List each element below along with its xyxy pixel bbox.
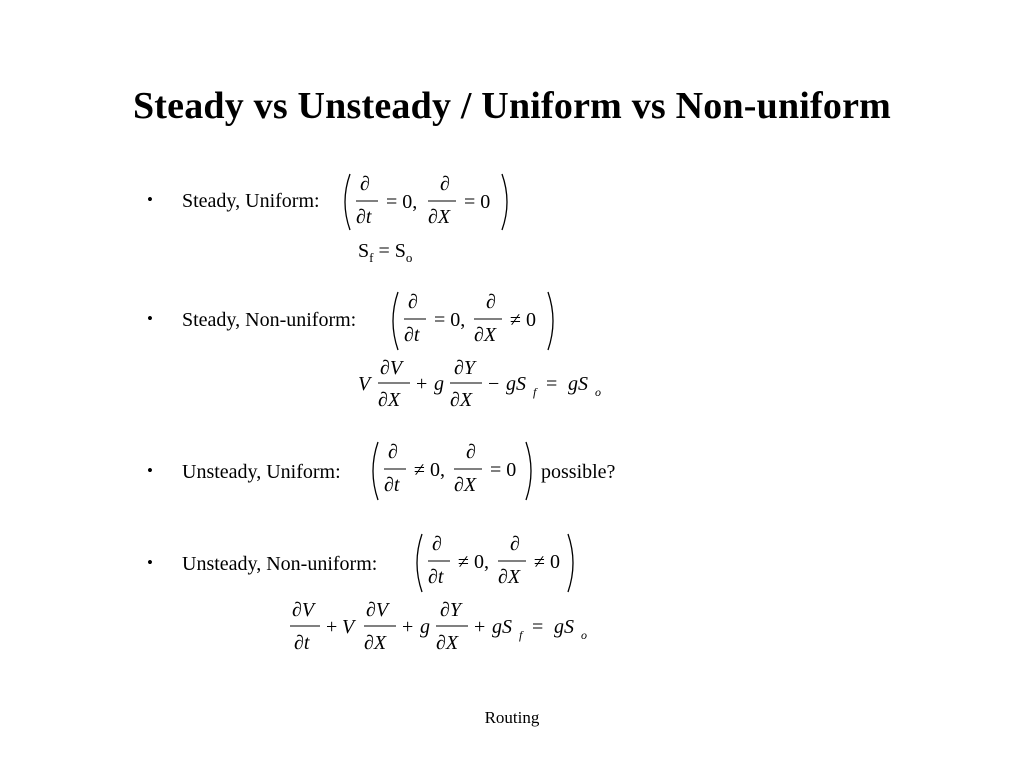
svg-text:∂X: ∂X <box>474 324 497 346</box>
svg-text:∂t: ∂t <box>404 324 420 346</box>
bullet-marker: • <box>147 553 153 572</box>
svg-text:=: = <box>546 373 558 395</box>
svg-text:∂V: ∂V <box>380 357 403 379</box>
bullet-marker: • <box>147 461 153 480</box>
equals-sign: = <box>378 240 390 262</box>
possible-question-note: possible? <box>541 461 616 483</box>
svg-text:∂: ∂ <box>432 533 442 555</box>
friction-slope-symbol: S <box>358 240 370 262</box>
svg-text:o: o <box>581 628 587 642</box>
svg-text:∂t: ∂t <box>428 566 444 588</box>
svg-text:∂: ∂ <box>408 291 418 313</box>
bullet-steady-nonuniform-label: Steady, Non-uniform: <box>182 309 357 331</box>
svg-text:∂t: ∂t <box>384 474 400 496</box>
svg-text:gS: gS <box>492 616 512 638</box>
svg-text:∂Y: ∂Y <box>440 599 462 621</box>
svg-text:= 0: = 0 <box>464 191 491 213</box>
bullet-marker: • <box>147 190 153 209</box>
svg-text:V: V <box>342 616 355 638</box>
svg-text:∂X: ∂X <box>450 389 473 411</box>
bullet-unsteady-uniform-label: Unsteady, Uniform: <box>182 461 341 483</box>
svg-text:∂X: ∂X <box>364 632 387 654</box>
svg-text:∂X: ∂X <box>436 632 459 654</box>
svg-text:∂t: ∂t <box>356 206 372 228</box>
svg-text:∂X: ∂X <box>498 566 521 588</box>
slide-footer: Routing <box>484 708 540 727</box>
svg-text:= 0,: = 0, <box>434 309 466 331</box>
svg-text:gS: gS <box>554 616 574 638</box>
svg-text:∂X: ∂X <box>378 389 401 411</box>
svg-text:≠ 0,: ≠ 0, <box>458 551 489 573</box>
bed-slope-subscript: o <box>405 250 413 265</box>
svg-text:∂t: ∂t <box>294 632 310 654</box>
svg-text:V: V <box>358 373 371 395</box>
svg-text:≠ 0: ≠ 0 <box>510 309 536 331</box>
svg-text:f: f <box>533 385 537 399</box>
svg-text:+: + <box>402 616 414 638</box>
steady-uniform-condition-equation <box>338 168 528 236</box>
svg-text:+: + <box>326 616 338 638</box>
svg-text:∂X: ∂X <box>454 474 477 496</box>
svg-text:∂: ∂ <box>388 441 398 463</box>
svg-text:∂X: ∂X <box>428 206 451 228</box>
svg-text:= 0: = 0 <box>490 459 517 481</box>
svg-text:∂: ∂ <box>360 173 370 195</box>
svg-text:∂: ∂ <box>486 291 496 313</box>
svg-text:f: f <box>519 628 523 642</box>
steady-uniform-result <box>358 240 412 266</box>
svg-text:−: − <box>488 373 500 395</box>
svg-text:g: g <box>420 616 430 638</box>
svg-text:∂V: ∂V <box>366 599 389 621</box>
bullet-unsteady-nonuniform-label: Unsteady, Non-uniform: <box>182 553 378 575</box>
svg-text:+: + <box>416 373 428 395</box>
steady-nonuniform-momentum-equation <box>350 356 620 416</box>
svg-text:∂: ∂ <box>510 533 520 555</box>
unsteady-nonuniform-momentum-equation <box>286 598 606 660</box>
svg-text:=: = <box>532 616 544 638</box>
svg-text:∂: ∂ <box>466 441 476 463</box>
svg-text:gS: gS <box>506 373 526 395</box>
steady-nonuniform-condition-equation <box>386 288 566 354</box>
svg-text:∂Y: ∂Y <box>454 357 476 379</box>
svg-text:≠ 0,: ≠ 0, <box>414 459 445 481</box>
svg-text:∂V: ∂V <box>292 599 315 621</box>
friction-slope-subscript: f <box>369 250 374 265</box>
svg-text:gS: gS <box>568 373 588 395</box>
unsteady-uniform-condition-equation <box>366 438 538 504</box>
svg-text:≠ 0: ≠ 0 <box>534 551 560 573</box>
bed-slope-symbol: S <box>394 240 406 262</box>
svg-text:o: o <box>595 385 601 399</box>
svg-text:∂: ∂ <box>440 173 450 195</box>
svg-text:= 0,: = 0, <box>386 191 418 213</box>
bullet-steady-uniform-label: Steady, Uniform: <box>182 190 320 212</box>
unsteady-nonuniform-condition-equation <box>410 530 580 596</box>
svg-text:g: g <box>434 373 444 395</box>
svg-text:+: + <box>474 616 486 638</box>
slide-title: Steady vs Unsteady / Uniform vs Non-uniform <box>132 85 892 127</box>
bullet-marker: • <box>147 309 153 328</box>
